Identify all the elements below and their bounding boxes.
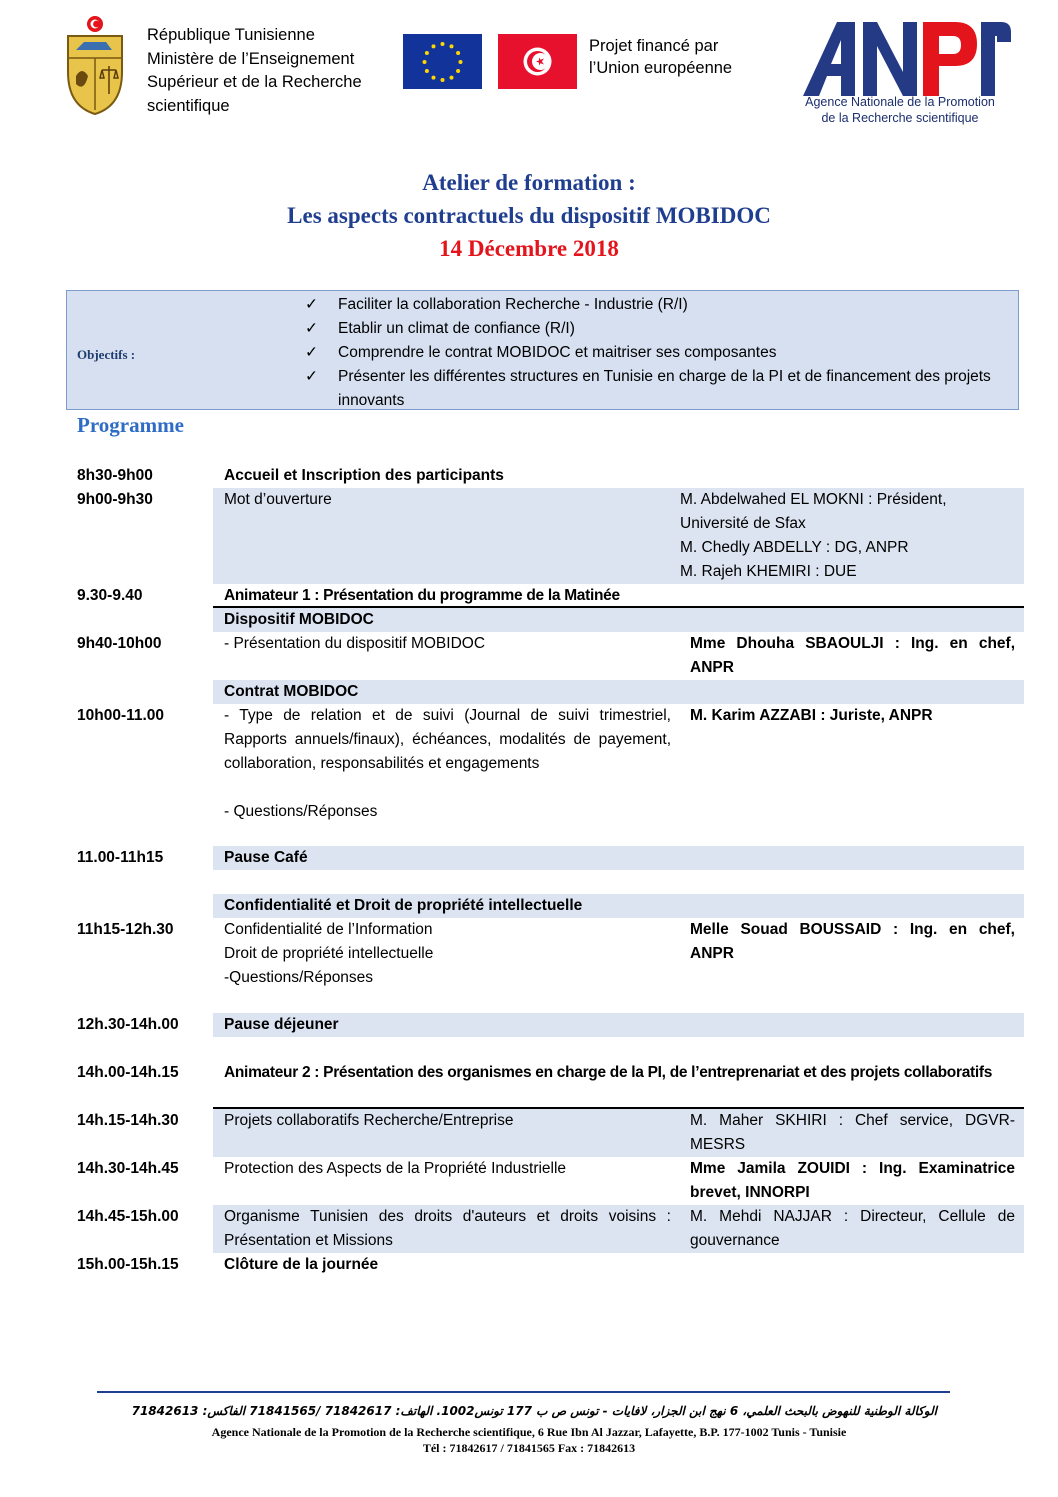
programme-heading: Programme <box>77 413 184 437</box>
ministry-line: Ministère de l’Enseignement <box>147 49 355 68</box>
time-slot: 14h.00-14h.15 <box>77 1064 179 1081</box>
ministry-line: scientifique <box>147 96 230 115</box>
time-slot: 11h15-12h.30 <box>77 921 174 938</box>
objective-item <box>305 365 1005 413</box>
objective-item <box>305 317 1005 341</box>
speaker: M. Chedly ABDELLY : DG, ANPR <box>680 539 909 556</box>
tunisia-flag-icon <box>498 34 577 89</box>
time-slot: 9h00-9h30 <box>77 491 153 508</box>
speaker: M. Rajeh KHEMIRI : DUE <box>680 563 857 580</box>
objective-item <box>305 293 1005 317</box>
activity-line: Confidentialité de l’Information <box>224 921 433 938</box>
republic-line: République Tunisienne <box>147 26 315 44</box>
republic-ministry-text <box>147 24 362 118</box>
footer-address: Agence Nationale de la Promotion de la Recherche scientifique, 6 Rue Ibn Al Jazzar, Lafayette, B.P. 177-1002 Tunis - Tunisie <box>211 1425 847 1439</box>
section-heading: Dispositif MOBIDOC <box>224 611 374 628</box>
time-slot: 15h.00-15h.15 <box>77 1256 179 1273</box>
time-slot: 10h00-11.00 <box>77 707 165 724</box>
speaker: Mme Dhouha SBAOULJI : Ing. en chef, ANPR <box>690 635 1015 676</box>
activity: - Présentation du dispositif MOBIDOC <box>224 635 486 652</box>
objective-text: Présenter les différentes structures en Tunisie en charge de la PI et de financement des projets innovants <box>338 368 991 409</box>
activity: Accueil et Inscription des participants <box>224 467 504 484</box>
objective-item <box>305 341 1005 365</box>
workshop-date: 14 Décembre 2018 <box>439 236 619 261</box>
activity: - Type de relation et de suivi (Journal de suivi trimestriel, Rapports annuels/finaux), échéances, modalités de payement, collaboration, responsabilités et engagements <box>224 707 671 772</box>
speakers <box>680 488 1016 584</box>
speaker: M. Abdelwahed EL MOKNI : Président, Université de Sfax <box>680 491 947 532</box>
time-slot: 9h40-10h00 <box>77 635 162 652</box>
activity: Animateur 2 : Présentation des organismes en charge de la PI, de l’entreprenariat et des projets collaboratifs <box>224 1064 993 1081</box>
eu-flag-icon <box>403 34 482 89</box>
time-slot: 8h30-9h00 <box>77 467 153 484</box>
ministry-line: Supérieur et de la Recherche <box>147 73 362 91</box>
eu-funding-text <box>589 35 732 79</box>
activity: Pause Café <box>224 849 308 866</box>
activity: Pause déjeuner <box>224 1016 339 1033</box>
activity-questions: - Questions/Réponses <box>224 803 378 820</box>
activity: Clôture de la journée <box>224 1256 379 1273</box>
objective-text: Comprendre le contrat MOBIDOC et maitriser ses composantes <box>338 344 777 361</box>
workshop-subtitle: Les aspects contractuels du dispositif MOBIDOC <box>287 203 771 228</box>
time-slot: 14h.30-14h.45 <box>77 1160 179 1177</box>
checkmark-icon: ✓ <box>305 368 318 385</box>
activity: Projets collaboratifs Recherche/Entreprise <box>224 1112 514 1129</box>
eu-line: Projet financé par <box>589 37 719 55</box>
time-slot: 11.00-11h15 <box>77 849 164 866</box>
activity: Protection des Aspects de la Propriété Industrielle <box>224 1160 567 1177</box>
objectives-label: Objectifs : <box>77 347 136 362</box>
activity-lines <box>224 918 433 990</box>
checkmark-icon: ✓ <box>305 296 318 313</box>
speaker: M. Maher SKHIRI : Chef service, DGVR-MESRS <box>690 1112 1015 1153</box>
activity-line: -Questions/Réponses <box>224 969 374 986</box>
speaker: M. Mehdi NAJJAR : Directeur, Cellule de gouvernance <box>690 1208 1015 1249</box>
objective-text: Etablir un climat de confiance (R/I) <box>338 320 575 337</box>
anpr-sub-line: de la Recherche scientifique <box>821 111 979 125</box>
time-slot: 14h.45-15h.00 <box>77 1208 179 1225</box>
tunisia-coat-of-arms-icon <box>62 14 128 118</box>
row-band <box>213 846 1024 870</box>
time-slot: 14h.15-14h.30 <box>77 1112 179 1129</box>
eu-line: l’Union européenne <box>589 59 733 77</box>
objectives-list <box>305 293 1005 413</box>
anpr-sub-line: Agence Nationale de la Promotion <box>805 95 995 109</box>
section-heading: Contrat MOBIDOC <box>224 683 359 700</box>
speaker: Melle Souad BOUSSAID : Ing. en chef, ANPR <box>690 921 1015 962</box>
anpr-subtitle <box>790 94 1010 126</box>
checkmark-icon: ✓ <box>305 320 318 337</box>
activity: Mot d’ouverture <box>224 491 332 508</box>
activity: Organisme Tunisien des droits d'auteurs et droits voisins : Présentation et Missions <box>224 1208 671 1249</box>
footer-phones: Tél : 71842617 / 71841565 Fax : 71842613 <box>422 1441 636 1455</box>
letterhead <box>0 0 1058 150</box>
footer-arabic-address: الوكالة الوطنية للنهوض بالبحث العلمي، 6 نهج ابن الجزار، لافايات - تونس ص ب 177 تونس1002. الهاتف: 71842617 /71841565 الفاكس: 71842613 <box>131 1404 937 1418</box>
time-slot: 12h.30-14h.00 <box>77 1016 179 1033</box>
objective-text: Faciliter la collaboration Recherche - Industrie (R/I) <box>338 296 688 313</box>
section-heading: Confidentialité et Droit de propriété intellectuelle <box>224 897 583 914</box>
activity-line: Droit de propriété intellectuelle <box>224 945 434 962</box>
activity: Animateur 1 : Présentation du programme de la Matinée <box>224 587 620 604</box>
objectives-box <box>66 290 1019 410</box>
checkmark-icon: ✓ <box>305 344 318 361</box>
footer-divider <box>97 1391 950 1393</box>
speaker: M. Karim AZZABI : Juriste, ANPR <box>690 707 933 724</box>
speaker: Mme Jamila ZOUIDI : Ing. Examinatrice brevet, INNORPI <box>690 1160 1015 1201</box>
workshop-title: Atelier de formation : <box>422 170 636 195</box>
anpr-logo-icon <box>795 18 1015 98</box>
time-slot: 9.30-9.40 <box>77 587 143 604</box>
